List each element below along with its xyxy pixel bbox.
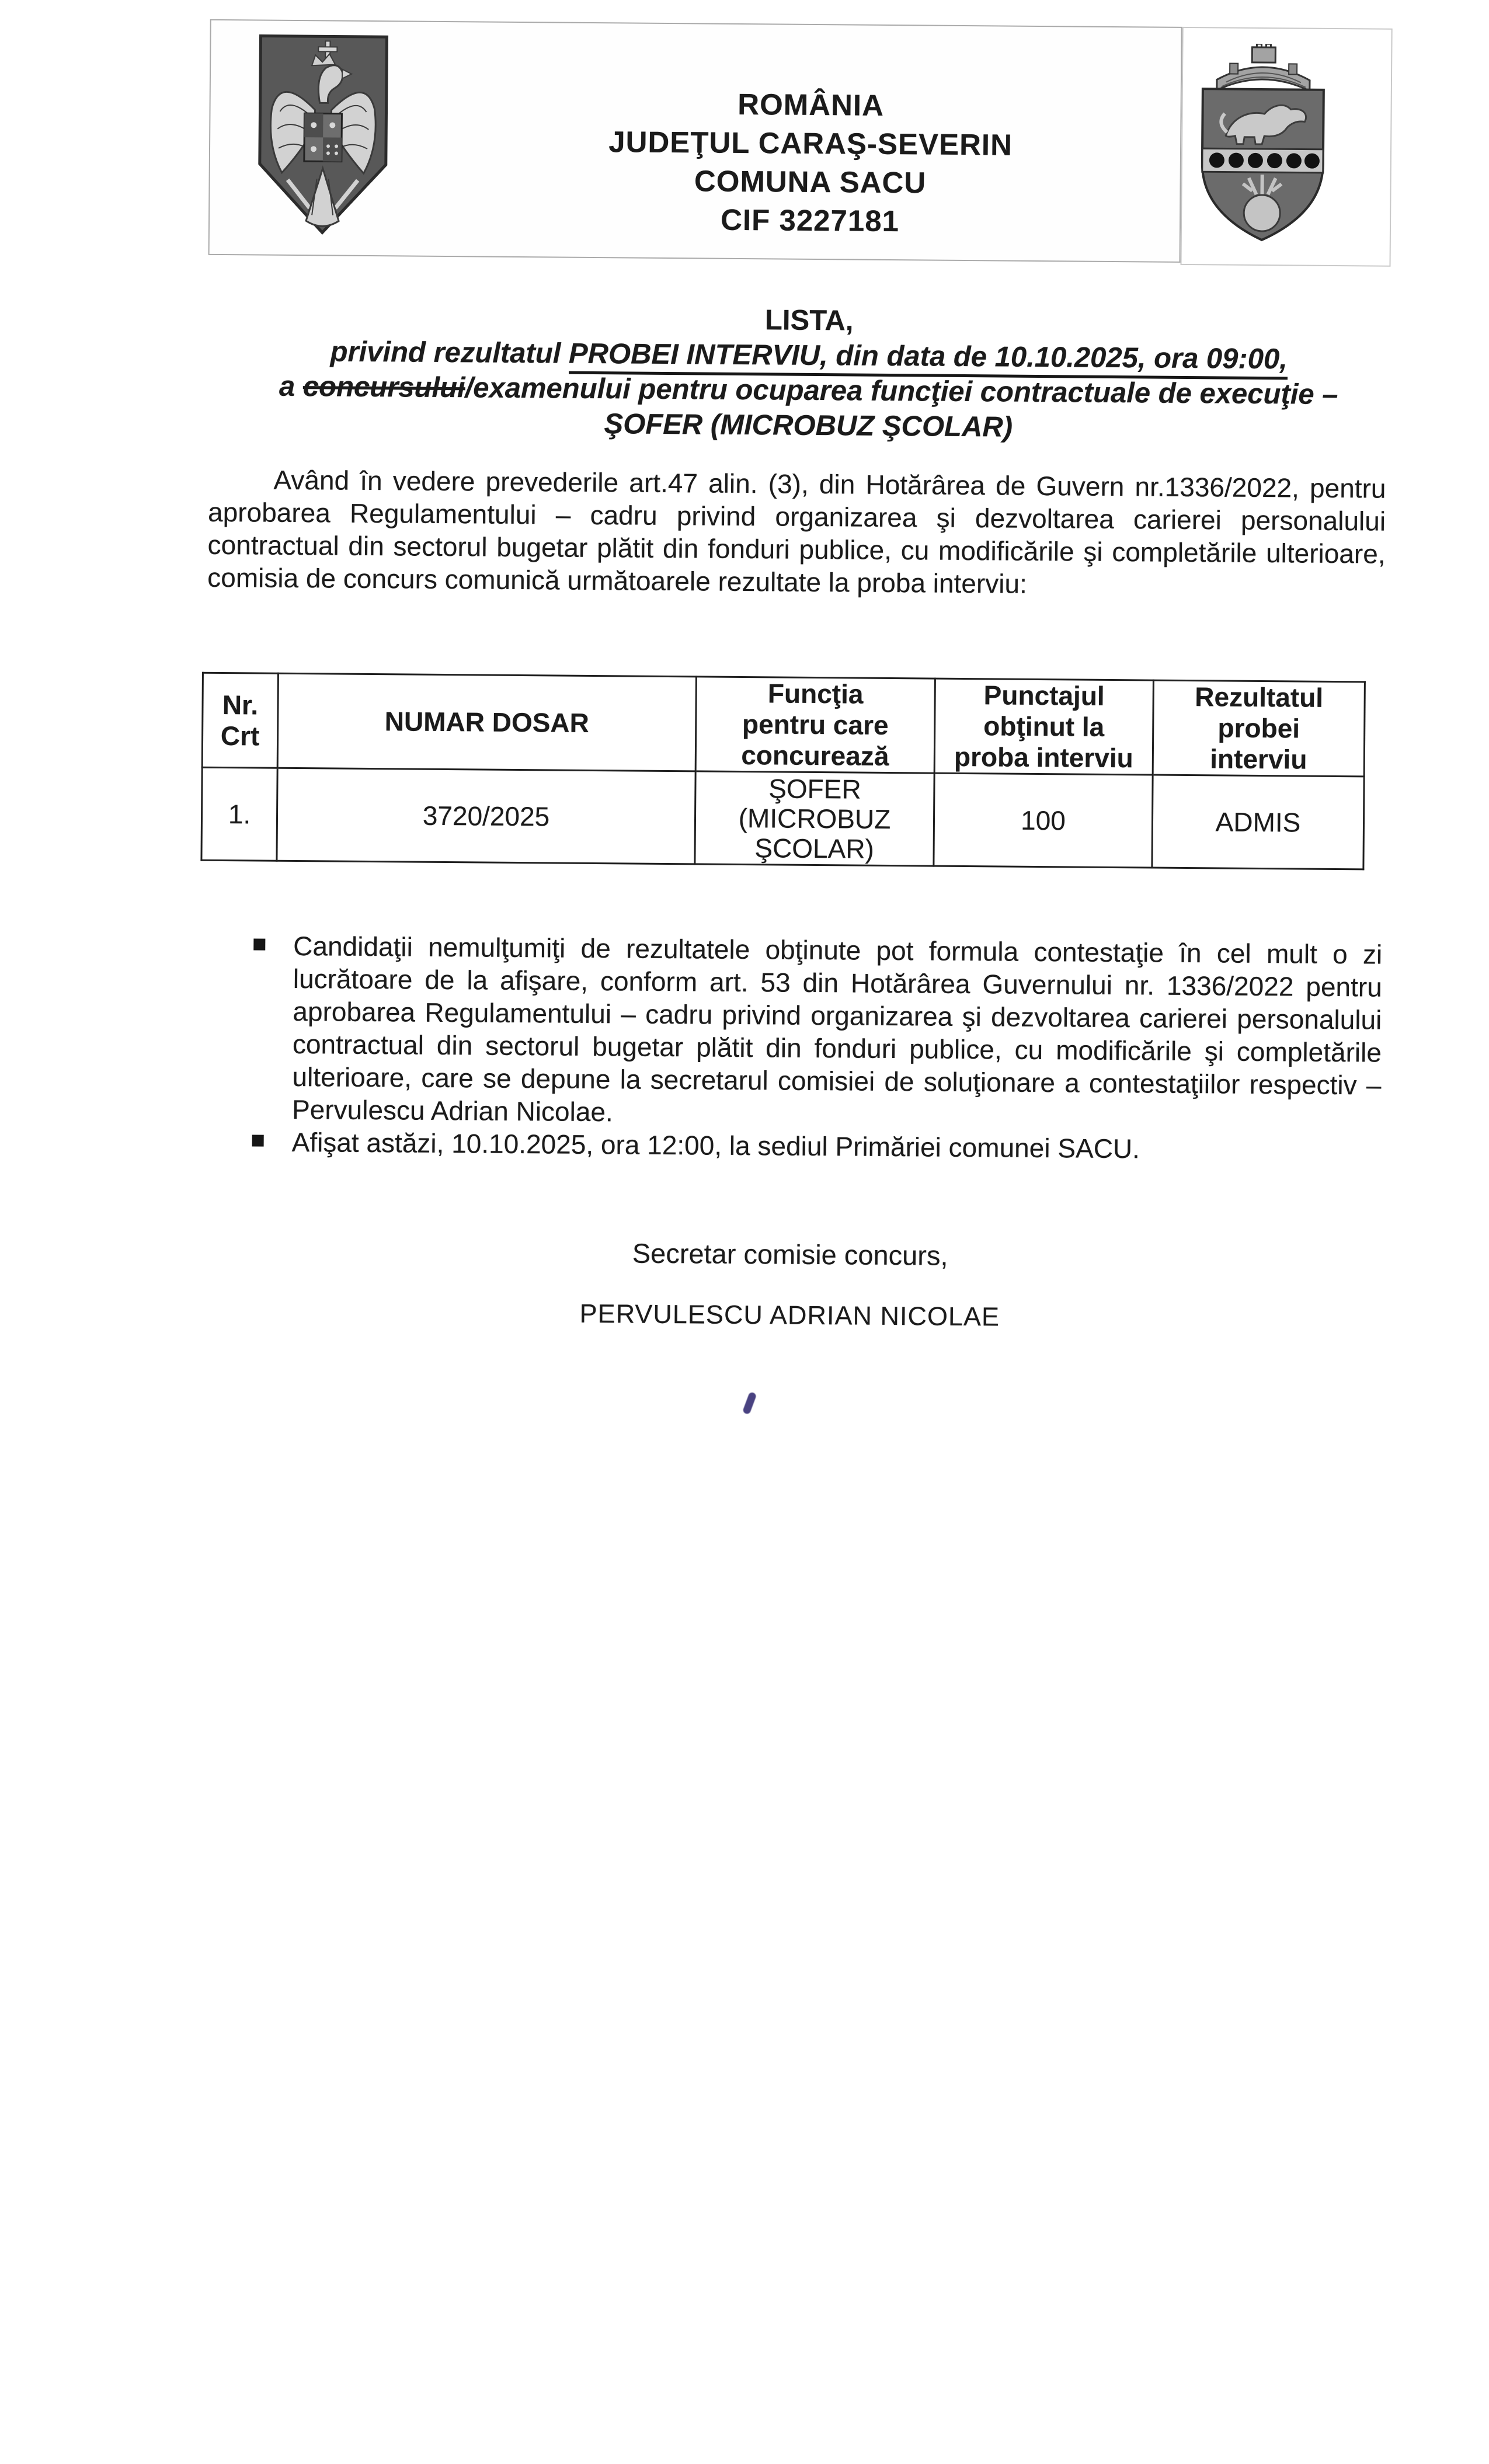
cell-rezultat: ADMIS	[1152, 775, 1364, 869]
signature-name: PERVULESCU ADRIAN NICOLAE	[579, 1298, 1000, 1332]
romania-coat-of-arms-icon	[253, 32, 393, 236]
cell-numar-dosar: 3720/2025	[277, 768, 695, 864]
bullet-square-icon	[253, 938, 265, 950]
table-row	[201, 767, 1364, 869]
results-table	[200, 672, 1365, 871]
title-line-2-underlined: PROBEI INTERVIU, din data de 10.10.2025, ora 09:00,	[569, 338, 1288, 380]
notes-list	[251, 929, 1382, 1167]
note-item-contestatie	[251, 929, 1383, 1134]
note-text: Candidaţii nemulţumiţi de rezultatele obţinute pot formula contestaţie în cel mult o zi lucrătoare de la afişare, conform art. 53 din Hotărârea Guvernului nr. 1336/2022 pentru aprobarea Regulamentului – cadru privind organizarea şi dezvoltarea carierei personalului contractual din sectorul bugetar plătit din fonduri publice, cu modificările şi completările ulterioare, care se depune la secretarul comisiei de soluţionare a contestaţiilor respectiv – Pervulescu Adrian Nicolae.	[291, 930, 1383, 1127]
header-cell-rezultat: Rezultatul probei interviu	[1153, 680, 1365, 777]
header-cell-functia: Funcţia pentru care concurează	[695, 677, 935, 773]
header-text-block	[401, 82, 1220, 243]
signature-role: Secretar comisie concurs,	[632, 1237, 948, 1271]
header-county: JUDEŢUL CARAŞ-SEVERIN	[608, 125, 1013, 162]
header-country: ROMÂNIA	[737, 87, 885, 122]
header-cell-punctaj: Punctajul obţinut la proba interviu	[934, 678, 1153, 775]
note-text: Afişat astăzi, 10.10.2025, ora 12:00, la sediul Primăriei comunei SACU.	[291, 1126, 1140, 1164]
header-commune: COMUNA SACU	[694, 164, 927, 200]
cell-punctaj: 100	[934, 773, 1153, 868]
cell-nr: 1.	[201, 767, 277, 861]
document-title	[195, 298, 1422, 448]
title-line-4: ŞOFER (MICROBUZ ŞCOLAR)	[604, 408, 1013, 443]
header-cif: CIF 3227181	[720, 203, 900, 238]
table-header-row	[202, 673, 1365, 777]
title-line-3-strikethrough: concursului	[302, 371, 465, 404]
cell-functia: ŞOFER (MICROBUZ ŞCOLAR)	[695, 771, 934, 866]
title-line-2-plain: privind rezultatul	[330, 336, 569, 370]
header-cell-numar-dosar: NUMAR DOSAR	[277, 673, 696, 771]
title-line-1: LISTA,	[764, 304, 854, 337]
pen-ink-mark	[742, 1391, 757, 1415]
title-line-3-prefix: a	[279, 370, 304, 403]
intro-paragraph: Având în vedere prevederile art.47 alin. (3), din Hotărârea de Guvern nr.1336/2022, pentru aprobarea Regulamentului – cadru privind organizarea şi dezvoltarea carierei personalului contractual din sectorul bugetar plătit din fonduri publice, cu modificările şi completările ulterioare, comisia de concurs comunică următoarele rezultate la proba interviu:	[207, 464, 1386, 599]
header-cell-nr-crt: Nr. Crt	[202, 673, 278, 768]
title-line-3-rest: /examenului pentru ocuparea funcţiei contractuale de execuţie –	[465, 372, 1338, 411]
bullet-square-icon	[252, 1134, 264, 1146]
